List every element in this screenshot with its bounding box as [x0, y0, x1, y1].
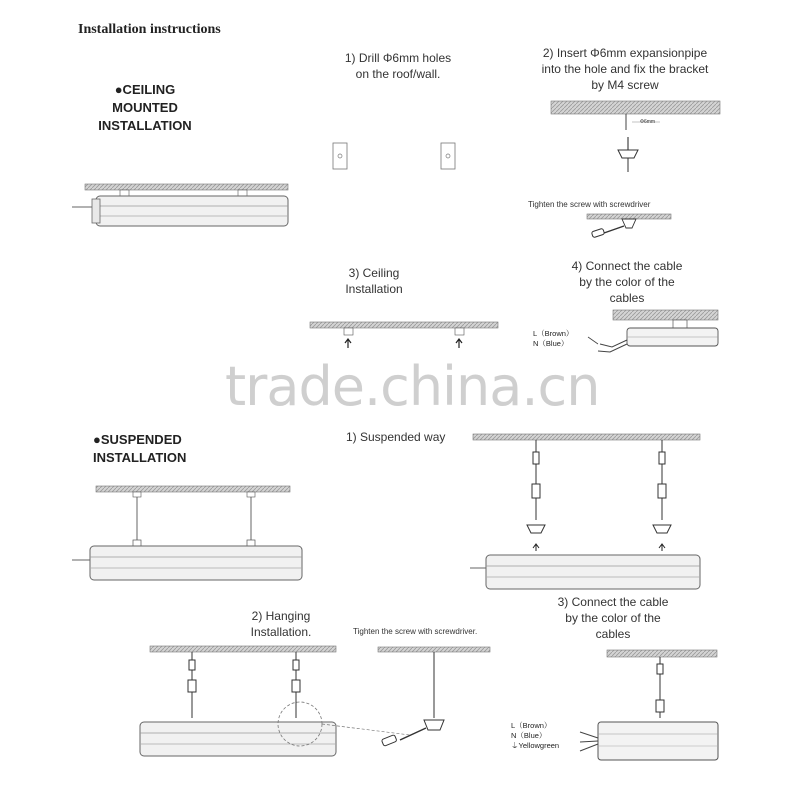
ceiling-heading: ●CEILING MOUNTED INSTALLATION	[98, 82, 192, 133]
expansion-pipe-drawing	[551, 101, 720, 172]
drill-hole-marks	[333, 143, 455, 169]
watermark-text: trade.china.cn	[225, 355, 600, 418]
suspended-step1-text: 1) Suspended way	[346, 430, 446, 444]
ceiling-fixture-drawing	[72, 184, 288, 226]
ceiling-tighten-text: Tighten the screw with screwdriver	[528, 200, 651, 209]
ceiling-wire-labels: L（Brown） N（Blue）	[533, 329, 574, 348]
ceiling-cable-drawing	[588, 310, 718, 352]
ceiling-step2-text: 2) Insert Φ6mm expansionpipe into the hole and fix the bracket by M4 screw	[541, 46, 709, 92]
page-title: Installation instructions	[78, 22, 221, 37]
suspended-wire-labels: L（Brown） N（Blue） ⏚Yellowgreen	[511, 721, 560, 750]
suspended-cable-drawing	[580, 650, 718, 760]
ceiling-step1-text: 1) Drill Φ6mm holes on the roof/wall.	[344, 51, 452, 81]
suspended-way-drawing	[470, 434, 700, 589]
suspended-fixture-drawing	[72, 486, 302, 580]
ceiling-brackets-drawing	[310, 322, 498, 348]
ceiling-step4-text: 4) Connect the cable by the color of the cables	[571, 259, 683, 305]
tighten-screw-drawing	[587, 214, 671, 238]
dim-label: Φ6mm	[640, 119, 656, 125]
suspended-heading: ●SUSPENDED INSTALLATION	[93, 432, 187, 465]
ceiling-step3-text: 3) Ceiling Installation	[345, 266, 403, 296]
suspended-tighten-text: Tighten the screw with screwdriver.	[353, 627, 478, 636]
suspended-step3-text: 3) Connect the cable by the color of the cables	[557, 595, 669, 641]
suspended-step2-text: 2) Hanging Installation.	[250, 609, 312, 639]
hanging-installation-drawing	[140, 646, 490, 756]
